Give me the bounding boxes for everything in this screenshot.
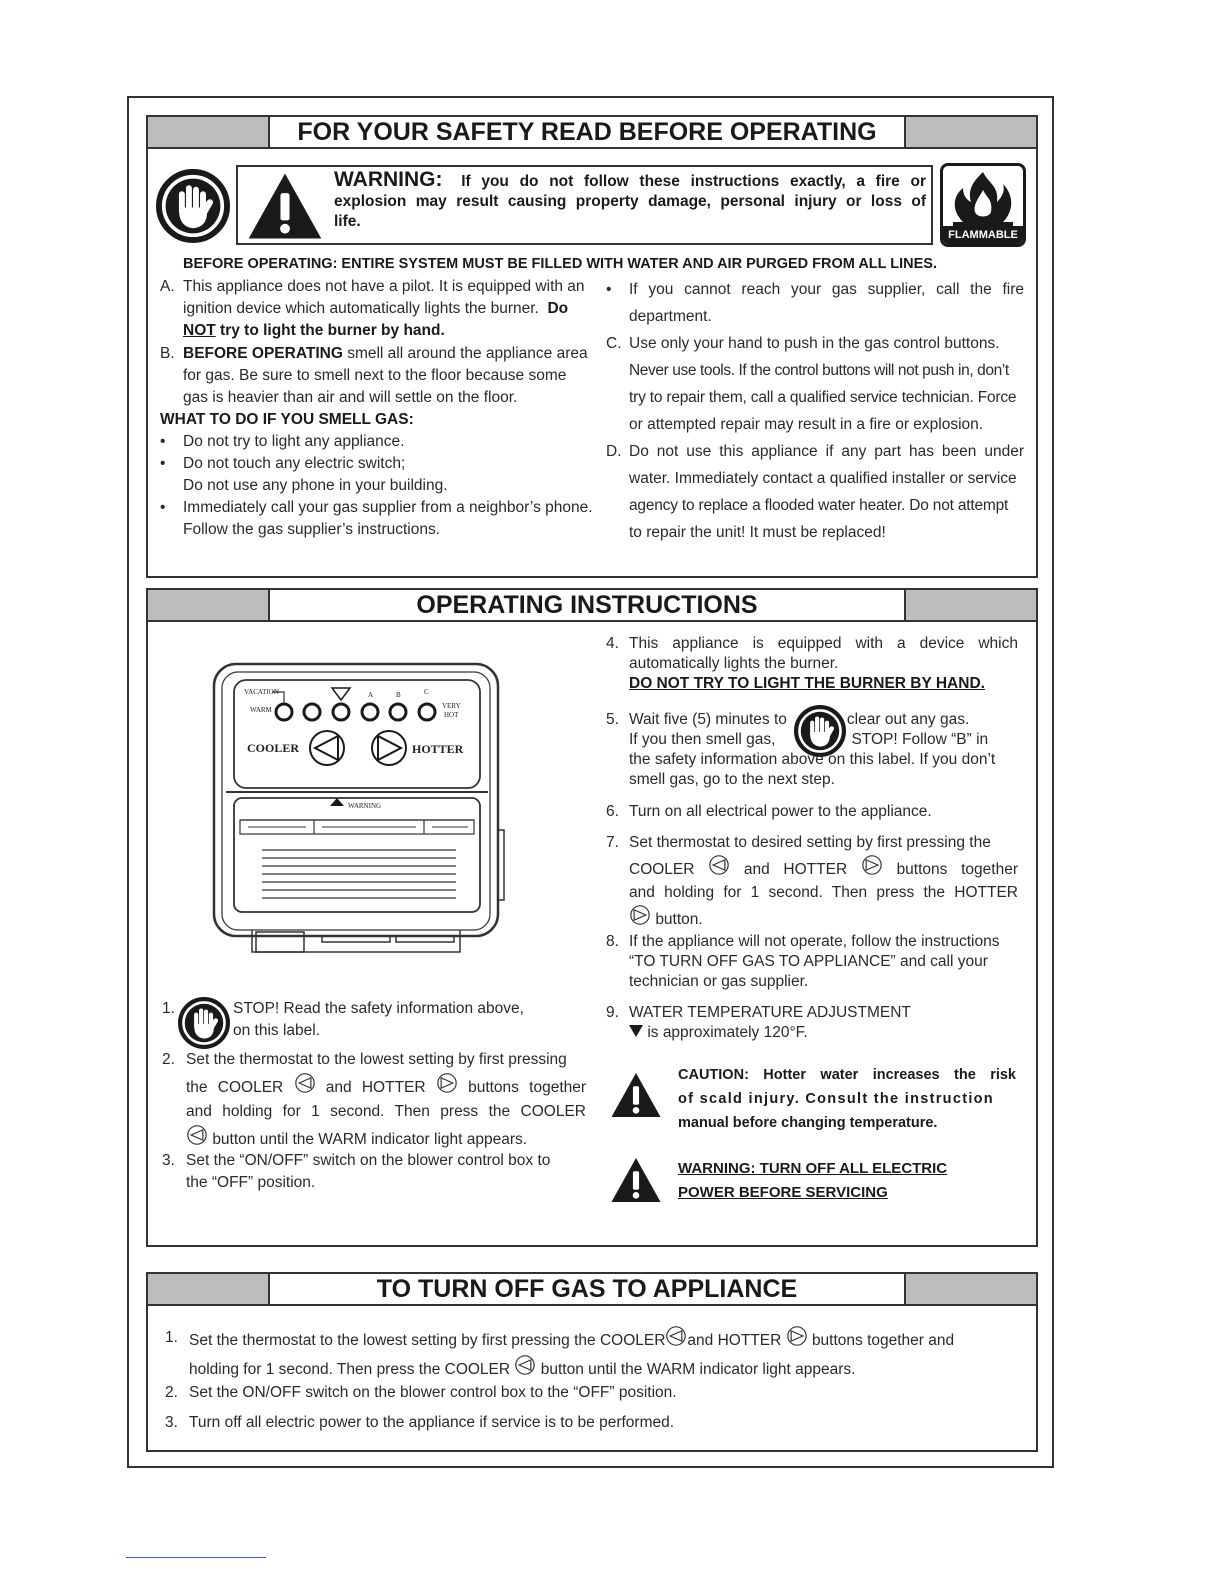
safety-header [148,117,1036,149]
stop-hand-icon [156,169,230,243]
hotter-button-icon [786,1325,808,1347]
step-4-line-3: DO NOT TRY TO LIGHT THE BURNER BY HAND. [629,675,985,692]
cooler-button-icon [514,1354,536,1376]
item-c-line-4: or attempted repair may result in a fire or explosion. [629,416,984,433]
turnoff-step-1-line-2b: button until the WARM indicator light appears. [540,1361,856,1378]
step-7 [606,831,1018,931]
step-7-line-2a: COOLER [629,861,695,878]
step-5 [606,710,1018,790]
item-a-not: NOT [183,322,216,339]
step-5-number: 5. [606,711,619,728]
flammable-icon [940,163,1026,247]
caution-line-2: of scald injury. Consult the instruction [678,1091,994,1107]
step-6 [606,801,1018,823]
step-5-line-1a: Wait five (5) minutes to [629,711,787,728]
step-4-line-1: This appliance is equipped with a device which [629,635,1018,652]
step-3-number: 3. [162,1152,175,1169]
item-a-line-1: This appliance does not have a pilot. It is equipped with an [183,278,585,295]
step-1-number: 1. [162,1000,175,1017]
step-2-number: 2. [162,1051,175,1068]
warning-line-3: life. [334,213,361,230]
step-3-line-2: the “OFF” position. [186,1174,316,1191]
turnoff-step-3-number: 3. [165,1414,178,1431]
hotter-button-icon [436,1072,458,1094]
step-5-line-3: the safety information above on this label. If you don’t [629,751,996,768]
item-c-line-3: try to repair them, call a qualified service technician. Force [629,389,1017,406]
down-triangle-icon [629,1024,643,1038]
turnoff-title: TO TURN OFF GAS TO APPLIANCE [268,1274,906,1304]
step-9 [606,1003,1018,1043]
warning-line-2: explosion may result causing property damage, personal injury or loss of [334,193,926,210]
step-7-line-4: button. [655,911,703,928]
step-8-number: 8. [606,933,619,950]
cooler-button-icon [665,1325,687,1347]
panel-warning-label: WARNING [348,802,382,810]
step-3-line-1: Set the “ON/OFF” switch on the blower control box to [186,1152,551,1169]
turnoff-step-1-line-2a: holding for 1 second. Then press the COOLER [189,1361,511,1378]
hotter-button-icon [861,854,883,876]
step-8-line-2: “TO TURN OFF GAS TO APPLIANCE” and call your [629,953,988,970]
panel-a-label: A [368,691,374,699]
thermostat-illustration [212,660,508,956]
step-5-line-4: smell gas, go to the next step. [629,771,835,788]
panel-cooler-label: COOLER [247,741,300,755]
safety-title: FOR YOUR SAFETY READ BEFORE OPERATING [268,117,906,147]
smell-bullet-3b: Follow the gas supplier’s instructions. [183,521,441,538]
step-1-line-1: STOP! Read the safety information above, [233,1000,524,1017]
turnoff-header [148,1274,1036,1306]
item-b-bold: BEFORE OPERATING [183,345,343,362]
step-1-line-2: on this label. [233,1022,321,1039]
step-5-line-2a: If you then smell gas, [629,731,776,748]
operating-title: OPERATING INSTRUCTIONS [268,590,906,620]
turnoff-step-3 [165,1412,1025,1434]
before-operating-note: BEFORE OPERATING: ENTIRE SYSTEM MUST BE FILLED WITH WATER AND AIR PURGED FROM ALL LINES. [183,256,937,272]
caution-triangle-icon [610,1072,662,1118]
item-a-rest: try to light the burner by hand. [220,322,445,339]
warning-text [334,170,926,232]
step-5-line-2b: STOP! Follow “B” in [851,731,989,748]
warning-line-1: If you do not follow these instructions exactly, a fire or [461,173,926,190]
item-c-letter: C. [606,335,622,352]
turnoff-step-1-number: 1. [165,1329,178,1346]
turnoff-step-1-line-1a: Set the thermostat to the lowest setting by first pressing the COOLER [189,1332,666,1349]
step-7-number: 7. [606,834,619,851]
step-8 [606,932,1018,992]
step-8-line-1: If the appliance will not operate, follow the instructions [629,933,1000,950]
step-3 [162,1150,586,1194]
item-d-line-4: to repair the unit! It must be replaced! [629,524,886,541]
smell-bullet-2a: Do not touch any electric switch; [183,455,406,472]
item-b-line-2: for gas. Be sure to smell next to the floor because some [183,367,567,384]
item-a-line-2: ignition device which automatically lights the burner. [183,300,539,317]
step-4-line-2: automatically lights the burner. [629,655,839,672]
cooler-button-icon [186,1124,208,1146]
step-4 [606,634,1018,694]
item-d-line-3: agency to replace a flooded water heater. Do not attempt [629,497,1009,514]
step-7-line-1: Set thermostat to desired setting by first pressing the [629,834,991,851]
electric-warning-line-1: WARNING: TURN OFF ALL ELECTRIC [678,1160,948,1177]
item-c-line-1: Use only your hand to push in the gas control buttons. [629,335,1000,352]
turnoff-step-2-number: 2. [165,1384,178,1401]
step-2-line-3: and holding for 1 second. Then press the COOLER [186,1103,586,1120]
warning-word: WARNING: [334,168,443,191]
caution-word: CAUTION [678,1067,745,1083]
step-6-number: 6. [606,803,619,820]
step-2-line-4: button until the WARM indicator light appears. [212,1131,528,1148]
panel-hotter-label: HOTTER [412,742,464,756]
item-b-letter: B. [160,345,175,362]
item-b-line-3: gas is heavier than air and will settle on the floor. [183,389,518,406]
step-8-line-3: technician or gas supplier. [629,973,809,990]
step-7-line-2c: buttons together [896,861,1018,878]
step-1 [162,998,582,1042]
item-c-line-2: Never use tools. If the control buttons will not push in, don’t [629,362,1009,379]
turnoff-step-3-line-1: Turn off all electric power to the appliance if service is to be performed. [189,1414,675,1431]
turnoff-step-1 [165,1325,1025,1383]
electric-warning-triangle-icon [610,1157,662,1203]
smell-gas-heading: WHAT TO DO IF YOU SMELL GAS: [160,411,414,428]
item-d-line-1: Do not use this appliance if any part has been under [629,443,1024,460]
operating-header [148,590,1036,622]
smell-bullet-2b: Do not use any phone in your building. [183,477,448,494]
right-bullet-line-2: department. [629,308,712,325]
turnoff-step-2-line-1: Set the ON/OFF switch on the blower control box to the “OFF” position. [189,1384,677,1401]
turnoff-step-1-line-1c: buttons together and [811,1332,955,1349]
step-9-line-2: is approximately 120°F. [647,1024,808,1041]
panel-very-label: VERY [442,702,461,710]
cooler-button-icon [708,854,730,876]
panel-c-label: C [424,688,429,696]
item-a-do: Do [547,300,569,317]
step-5-line-1b: clear out any gas. [846,711,970,728]
panel-b-label: B [396,691,401,699]
cooler-button-icon [294,1072,316,1094]
step-2-line-2c: buttons together [468,1079,587,1096]
step-9-number: 9. [606,1004,619,1021]
safety-right-column: • If you cannot reach your gas supplier, call the fire department. C. Use only your hand to push in the gas control buttons. Never use tools. If the control buttons will not push in, don’t try to repair them, call a qualified service technician. Force or attempted repair may result in a fire or explosion. D. Do not use this appliance if any part has been under water. Immediately contact a qualified installer or service agency to replace a flooded water heater. Do not attempt to repair the unit! It must be replaced! [606,276,1024,546]
item-d-line-2: water. Immediately contact a qualified installer or service [629,470,1017,487]
warning-triangle-icon [246,172,324,240]
step-4-number: 4. [606,635,619,652]
step-2-line-2b: and HOTTER [325,1079,426,1096]
electric-warning-text [678,1157,1016,1205]
footer-rule [126,1557,266,1558]
electric-warning-line-2: POWER BEFORE SERVICING [678,1184,888,1201]
panel-warm-label: WARM [250,706,272,714]
step-7-line-2b: and HOTTER [743,861,848,878]
item-d-letter: D. [606,443,622,460]
smell-bullet-1: Do not try to light any appliance. [183,433,405,450]
safety-left-column: A. This appliance does not have a pilot. It is equipped with an ignition device which automatically lights the burner. Do NOT try to light the burner by hand. B. BEFORE OPERATING smell all around the appliance area for gas. Be sure to smell next to the floor because some gas is heavier than air and will settle on the floor. WHAT TO DO IF YOU SMELL GAS: • Do not try to light any appliance. • Do not touch any electric switch; Do not use any phone in your building. • Immediately call your gas supplier from a neighbor’s phone. Follow the gas supplier’s instructions. [160,276,586,541]
step-7-line-3: and holding for 1 second. Then press the HOTTER [629,884,1018,901]
item-b-line-1: smell all around the appliance area [347,345,588,362]
step-2-line-1: Set the thermostat to the lowest setting by first pressing [186,1051,567,1068]
step-2 [162,1048,586,1152]
smell-bullet-3a: Immediately call your gas supplier from a neighbor’s phone. [183,499,593,516]
caution-line-3: manual before changing temperature. [678,1115,938,1131]
right-bullet-line-1: If you cannot reach your gas supplier, call the fire [629,281,1024,298]
turnoff-step-1-line-1b: and HOTTER [687,1332,782,1349]
panel-hot-label: HOT [444,711,459,719]
caution-line-1: : Hotter water increases the risk [744,1067,1016,1083]
item-a-letter: A. [160,278,175,295]
caution-text [678,1063,1016,1135]
panel-vacation-label: VACATION [244,688,279,696]
flammable-label: FLAMMABLE [943,226,1023,244]
step-6-line-1: Turn on all electrical power to the appliance. [629,803,932,820]
step-2-line-2a: the COOLER [186,1079,284,1096]
turnoff-step-2 [165,1382,1025,1404]
step-9-line-1: WATER TEMPERATURE ADJUSTMENT [629,1004,911,1021]
hotter-button-icon [629,904,651,926]
